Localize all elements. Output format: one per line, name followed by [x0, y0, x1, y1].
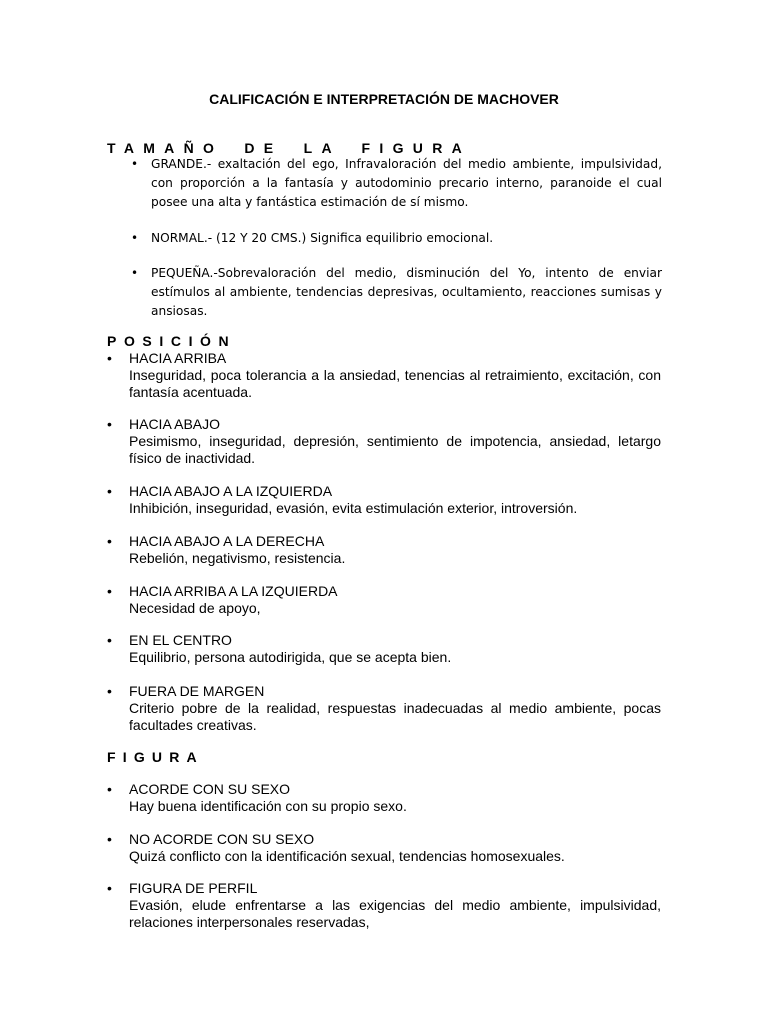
list-item	[107, 583, 661, 617]
item-description: Evasión, elude enfrentarse a las exigencias del medio ambiente, impulsividad, relaciones interpersonales reservadas,	[129, 897, 661, 930]
item-label: HACIA ARRIBA A LA IZQUIERDA	[129, 583, 338, 599]
list-item	[131, 264, 662, 321]
list-item	[131, 229, 662, 248]
list-item	[107, 533, 661, 567]
item-description: Quizá conflicto con la identificación sexual, tendencias homosexuales.	[129, 848, 565, 864]
item-label: HACIA ABAJO A LA IZQUIERDA	[129, 483, 333, 499]
bullet-icon: •	[107, 583, 112, 599]
item-description: Equilibrio, persona autodirigida, que se acepta bien.	[129, 649, 452, 665]
bullet-icon: •	[107, 350, 112, 366]
list-item	[107, 683, 661, 734]
item-description: Criterio pobre de la realidad, respuestas inadecuadas al medio ambiente, pocas facultades creativas.	[129, 700, 661, 733]
section-heading-tamano: TAMAÑO DE LA FIGURA	[107, 140, 472, 156]
item-label: ACORDE CON SU SEXO	[129, 781, 291, 797]
document-title: CALIFICACIÓN E INTERPRETACIÓN DE MACHOVER	[209, 91, 559, 107]
list-item	[107, 416, 661, 467]
item-label: HACIA ARRIBA	[129, 350, 227, 366]
list-item	[107, 350, 661, 401]
item-description: Hay buena identificación con su propio sexo.	[129, 798, 407, 814]
bullet-icon: •	[107, 416, 112, 432]
list-item	[107, 781, 661, 815]
list-item	[107, 632, 661, 666]
section-heading-figura: FIGURA	[107, 749, 204, 765]
bullet-icon: •	[107, 632, 112, 648]
list-item-text: GRANDE.- exaltación del ego, Infravaloración del medio ambiente, impulsividad, con proporción a la fantasía y autodominio precario interno, paranoide el cual posee una alta y fantástica estimación de sí mismo.	[151, 157, 662, 209]
item-label: NO ACORDE CON SU SEXO	[129, 831, 315, 847]
bullet-icon: •	[131, 266, 139, 280]
list-item	[107, 880, 661, 931]
list-item	[131, 155, 662, 212]
bullet-icon: •	[107, 533, 112, 549]
list-item	[107, 483, 661, 517]
list-item-text: NORMAL.- (12 Y 20 CMS.) Significa equilibrio emocional.	[151, 231, 494, 245]
bullet-icon: •	[107, 483, 112, 499]
item-description: Rebelión, negativismo, resistencia.	[129, 550, 346, 566]
bullet-icon: •	[131, 231, 139, 245]
item-description: Inseguridad, poca tolerancia a la ansiedad, tenencias al retraimiento, excitación, con fantasía acentuada.	[129, 367, 661, 400]
item-label: FUERA DE MARGEN	[129, 683, 265, 699]
bullet-icon: •	[107, 880, 112, 896]
item-description: Pesimismo, inseguridad, depresión, sentimiento de impotencia, ansiedad, letargo físico de inactividad.	[129, 433, 661, 466]
bullet-icon: •	[107, 831, 112, 847]
bullet-icon: •	[107, 781, 112, 797]
item-description: Necesidad de apoyo,	[129, 600, 261, 616]
section-heading-posicion: POSICIÓN	[107, 333, 237, 349]
item-label: FIGURA DE PERFIL	[129, 880, 258, 896]
item-label: EN EL CENTRO	[129, 632, 232, 648]
bullet-icon: •	[107, 683, 112, 699]
list-item	[107, 831, 661, 865]
bullet-icon: •	[131, 157, 139, 171]
list-item-text: PEQUEÑA.-Sobrevaloración del medio, disminución del Yo, intento de enviar estímulos al ambiente, tendencias depresivas, ocultamiento, reacciones sumisas y ansiosas.	[151, 266, 662, 318]
item-description: Inhibición, inseguridad, evasión, evita estimulación exterior, introversión.	[129, 500, 578, 516]
item-label: HACIA ABAJO	[129, 416, 221, 432]
item-label: HACIA ABAJO A LA DERECHA	[129, 533, 325, 549]
